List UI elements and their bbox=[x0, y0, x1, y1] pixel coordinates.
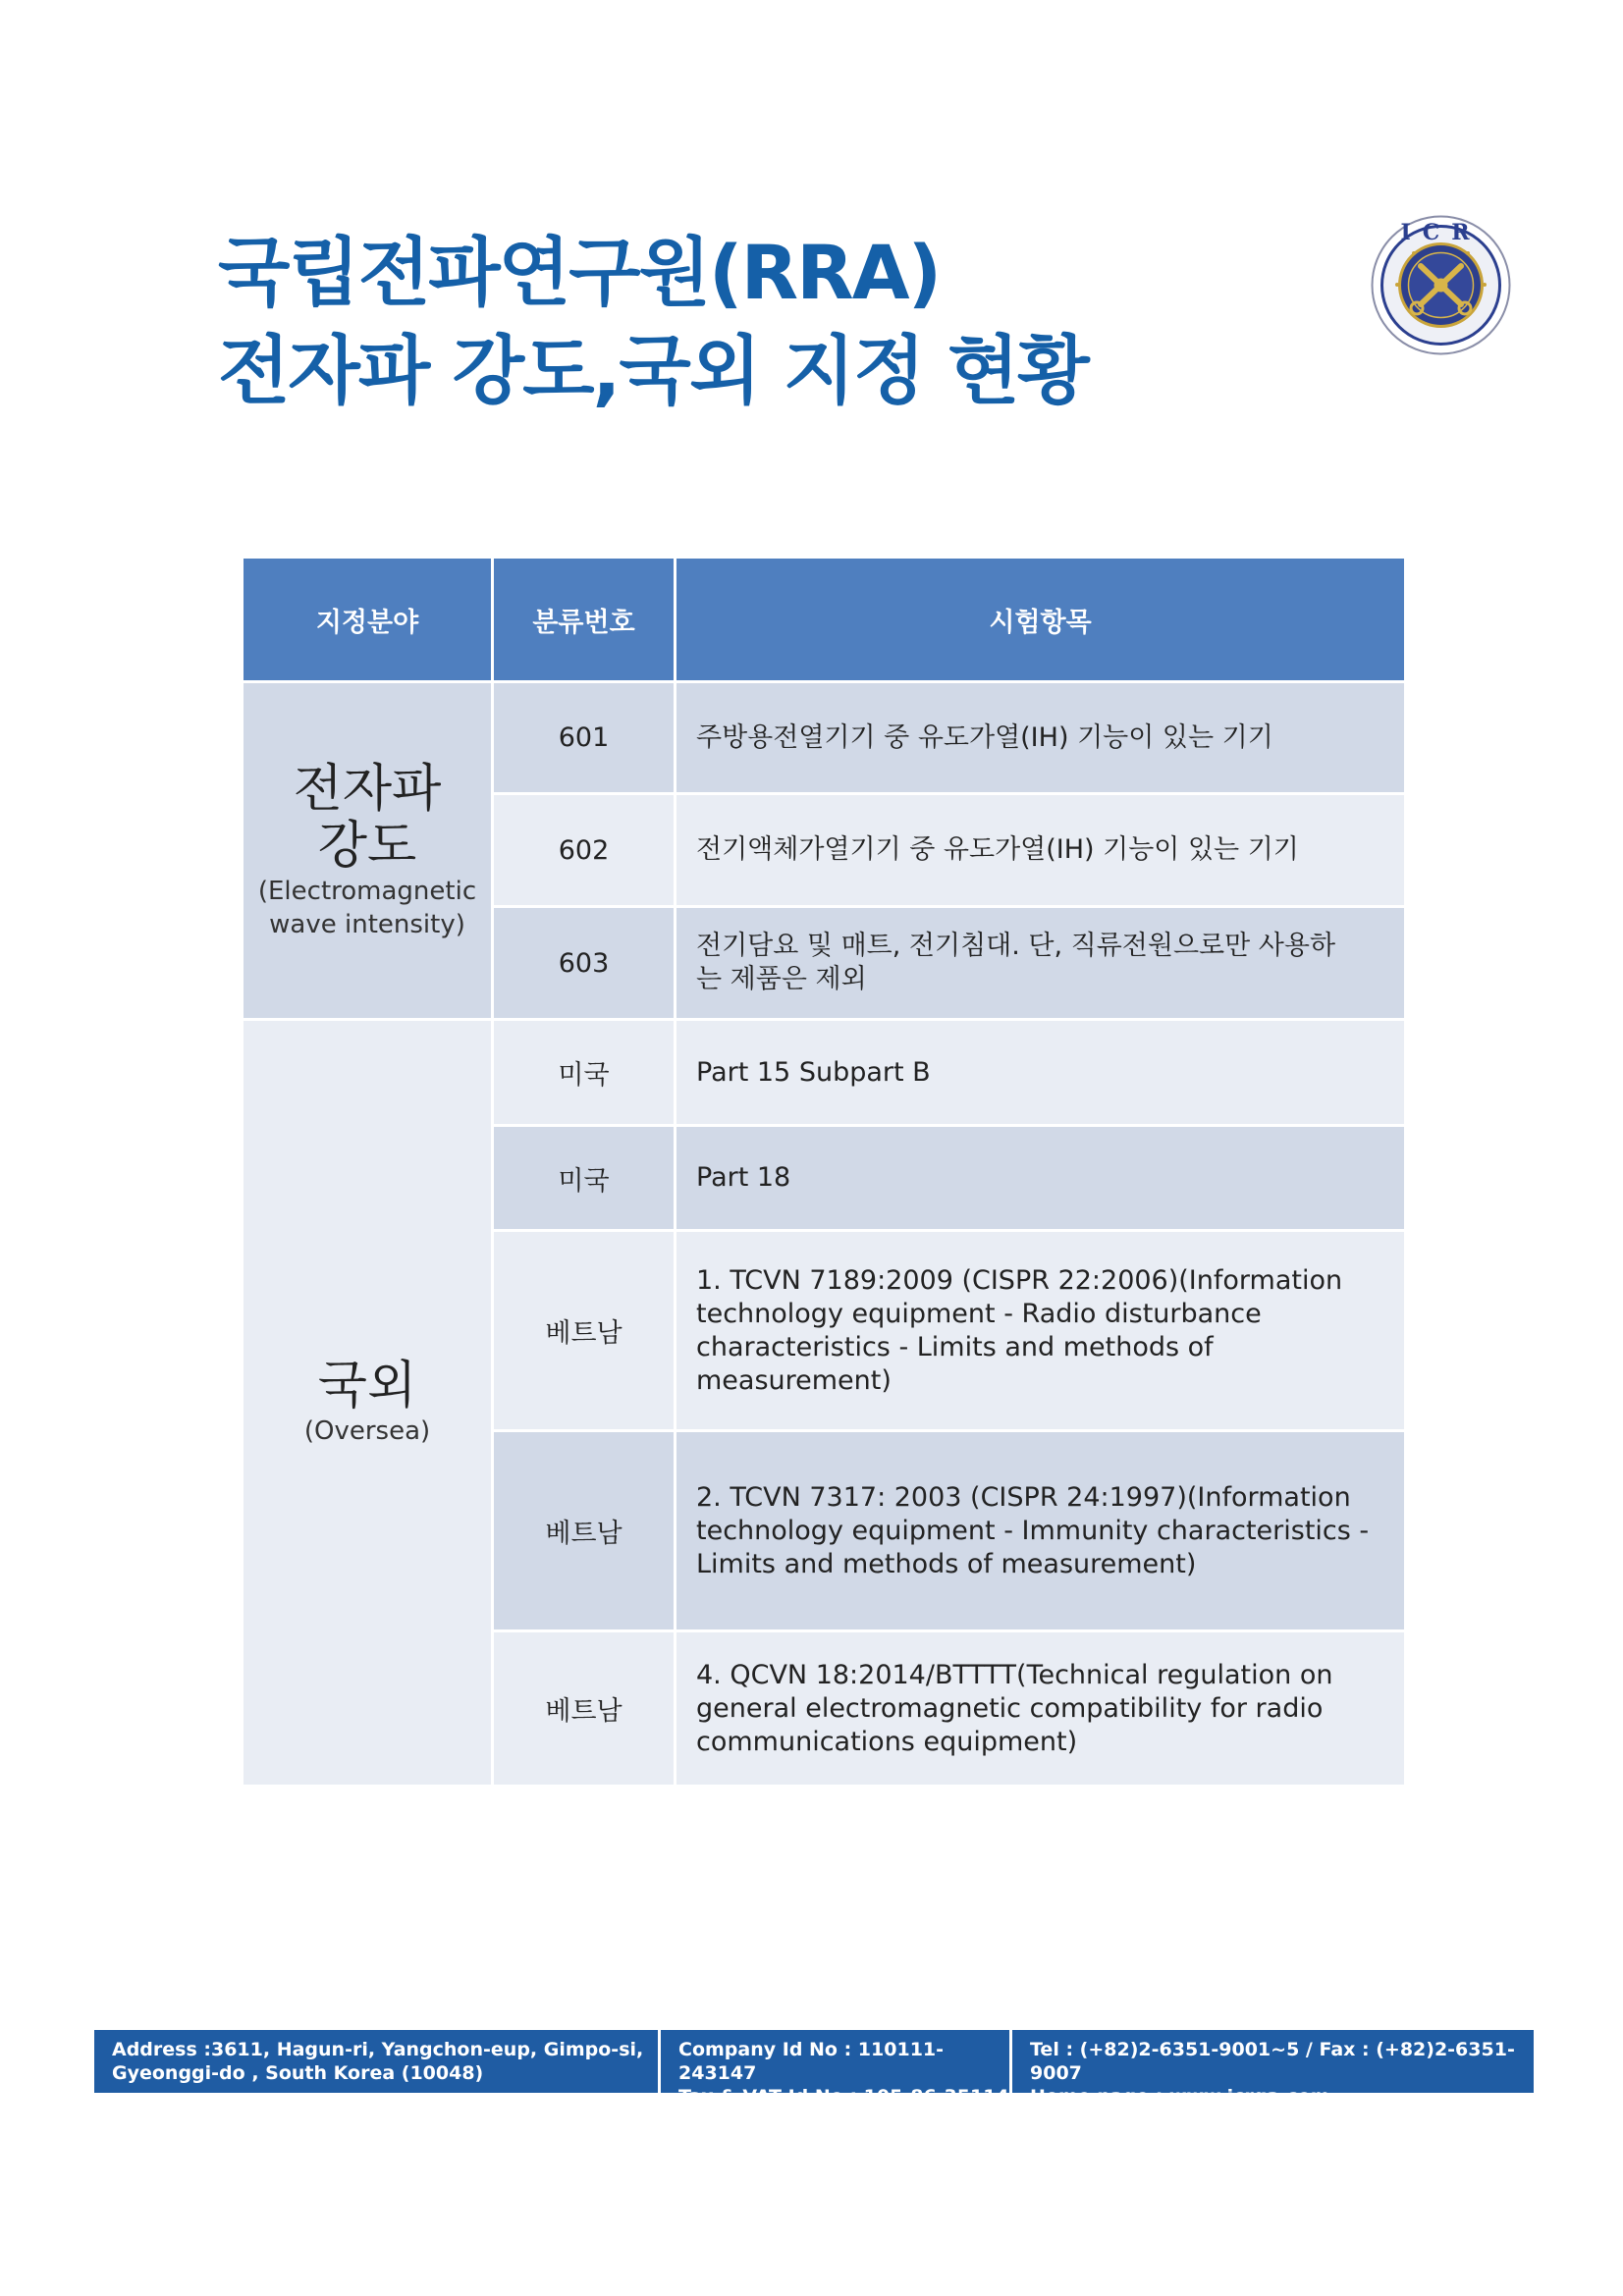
test-item-cell: 1. TCVN 7189:2009 (CISPR 22:2006)(Information technology equipment - Radio disturbance characteristics - Limits and methods of measurement) bbox=[676, 1231, 1406, 1431]
icr-seal-icon bbox=[1370, 214, 1512, 356]
footer-address-line2: Gyeonggi-do , South Korea (10048) bbox=[112, 2062, 484, 2084]
table-row bbox=[243, 682, 1406, 794]
code-cell: 베트남 bbox=[493, 1431, 676, 1631]
table-header-row bbox=[243, 558, 1406, 682]
code-cell: 601 bbox=[493, 682, 676, 794]
header-field: 지정분야 bbox=[243, 558, 493, 682]
logo-text: ICR bbox=[1400, 220, 1482, 245]
test-item-cell: 4. QCVN 18:2014/BTTTT(Technical regulation on general electromagnetic compatibility for radio communications equipment) bbox=[676, 1631, 1406, 1787]
category-oversea-label-en: (Oversea) bbox=[303, 1416, 431, 1446]
test-item-cell: Part 15 Subpart B bbox=[676, 1020, 1406, 1126]
category-emf-cell bbox=[243, 682, 493, 1020]
footer-address bbox=[94, 2030, 661, 2093]
page-title bbox=[218, 224, 1298, 420]
test-item-cell: 2. TCVN 7317: 2003 (CISPR 24:1997)(Information technology equipment - Immunity characteristics - Limits and methods of measurement) bbox=[676, 1431, 1406, 1631]
footer-bar bbox=[94, 2030, 1534, 2108]
code-cell: 베트남 bbox=[493, 1231, 676, 1431]
code-cell: 603 bbox=[493, 907, 676, 1020]
page-title-line1: 국립전파연구원(RRA) bbox=[218, 229, 941, 316]
test-item-cell: 주방용전열기기 중 유도가열(IH) 기능이 있는 기기 bbox=[676, 682, 1406, 794]
page-title-line2: 전자파 강도,국외 지정 현황 bbox=[218, 327, 1088, 414]
test-item-cell: 전기담요 및 매트, 전기침대. 단, 직류전원으로만 사용하 는 제품은 제외 bbox=[676, 907, 1406, 1020]
code-cell: 미국 bbox=[493, 1020, 676, 1126]
footer-contact bbox=[1012, 2030, 1534, 2108]
footer-homepage-link[interactable]: Home page : www.icrqa.com bbox=[1030, 2086, 1330, 2108]
footer-tel-fax: Tel : (+82)2-6351-9001~5 / Fax : (+82)2-6351-9007 bbox=[1030, 2039, 1515, 2084]
code-cell: 미국 bbox=[493, 1126, 676, 1231]
header-test-item: 시험항목 bbox=[676, 558, 1406, 682]
code-cell: 베트남 bbox=[493, 1631, 676, 1787]
table-row bbox=[243, 1020, 1406, 1126]
footer-address-line1: Address :3611, Hagun-ri, Yangchon-eup, Gimpo-si, bbox=[112, 2039, 644, 2060]
category-emf-label: 전자파 강도 bbox=[293, 759, 442, 876]
footer-company-id: Company Id No : 110111-243147 bbox=[678, 2039, 945, 2084]
designation-table bbox=[241, 556, 1407, 1788]
category-oversea-cell bbox=[243, 1020, 493, 1787]
footer-ids bbox=[661, 2030, 1012, 2108]
header-code: 분류번호 bbox=[493, 558, 676, 682]
category-emf-label-en: (Electromagnetic wave intensity) bbox=[257, 876, 477, 939]
test-item-cell: Part 18 bbox=[676, 1126, 1406, 1231]
footer-tax-id: Tax & VAT Id No : 105-86-35114 bbox=[678, 2086, 1009, 2108]
code-cell: 602 bbox=[493, 794, 676, 907]
category-oversea-label: 국외 bbox=[317, 1357, 417, 1415]
test-item-cell: 전기액체가열기기 중 유도가열(IH) 기능이 있는 기기 bbox=[676, 794, 1406, 907]
